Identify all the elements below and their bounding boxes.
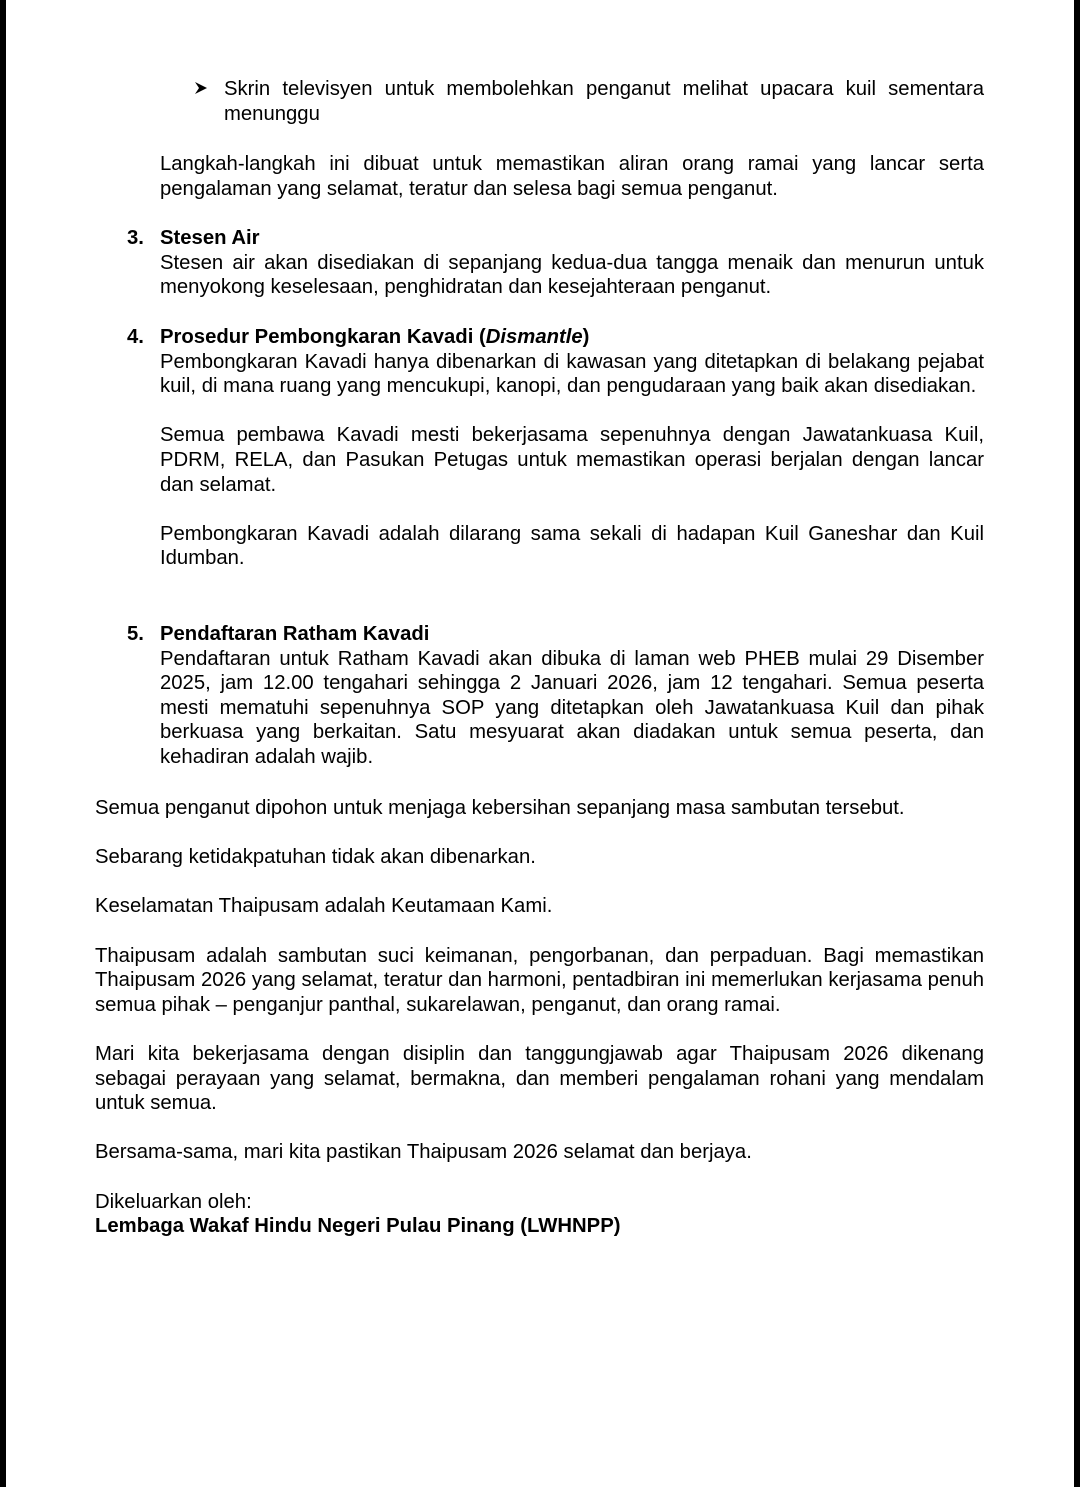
- arrowhead-bullet-icon: [194, 80, 208, 96]
- section-paragraph: Pembongkaran Kavadi adalah dilarang sama sekali di hadapan Kuil Ganeshar dan Kuil Idumban.: [160, 522, 984, 570]
- section-title: Stesen Air: [160, 227, 260, 249]
- section-paragraph: Pembongkaran Kavadi hanya dibenarkan di kawasan yang ditetapkan di belakang pejabat kuil, di mana ruang yang mencukupi, kanopi, dan pengudaraan yang baik akan disediakan.: [160, 350, 984, 398]
- closing-paragraph: Sebarang ketidakpatuhan tidak akan dibenarkan.: [95, 846, 536, 869]
- section-4: [127, 325, 984, 571]
- section-number: 3.: [127, 227, 144, 249]
- section-number: 5.: [127, 623, 144, 645]
- section-paragraph: Stesen air akan disediakan di sepanjang kedua-dua tangga menaik dan menurun untuk menyokong keselesaan, penghidratan dan kesejahteraan penganut.: [160, 251, 984, 299]
- section-5: [127, 622, 984, 770]
- intro-paragraph: Langkah-langkah ini dibuat untuk memastikan aliran orang ramai yang lancar serta pengalaman yang selamat, teratur dan selesa bagi semua penganut.: [160, 153, 984, 200]
- section-number: 4.: [127, 326, 144, 348]
- closing-paragraph: Thaipusam adalah sambutan suci keimanan, pengorbanan, dan perpaduan. Bagi memastikan Thaipusam 2026 yang selamat, teratur dan harmoni, pentadbiran ini memerlukan kerjasama penuh semua pihak – penganjur panthal, sukarelawan, penganut, dan orang ramai.: [95, 944, 984, 1016]
- section-paragraph: Semua pembawa Kavadi mesti bekerjasama sepenuhnya dengan Jawatankuasa Kuil, PDRM, RELA, dan Pasukan Petugas untuk memastikan operasi berjalan dengan lancar dan selamat.: [160, 424, 984, 496]
- section-title: Prosedur Pembongkaran Kavadi (Dismantle): [160, 326, 590, 348]
- section-title: Pendaftaran Ratham Kavadi: [160, 623, 430, 645]
- closing-paragraph: Mari kita bekerjasama dengan disiplin dan tanggungjawab agar Thaipusam 2026 dikenang sebagai perayaan yang selamat, bermakna, dan memberi pengalaman rohani yang mendalam untuk semua.: [95, 1042, 984, 1115]
- section-3: [127, 226, 984, 300]
- closing-paragraph: Bersama-sama, mari kita pastikan Thaipusam 2026 selamat dan berjaya.: [95, 1141, 752, 1164]
- document-page: [6, 0, 1074, 1487]
- closing-section: [95, 796, 984, 1239]
- section-paragraph: Pendaftaran untuk Ratham Kavadi akan dibuka di laman web PHEB mulai 29 Disember 2025, jam 12.00 tengahari sehingga 2 Januari 2026, jam 12 tengahari. Semua peserta mesti mematuhi sepenuhnya SOP yang ditetapkan oleh Jawatankuasa Kuil dan pihak berkuasa yang berkaitan. Satu mesyuarat akan diadakan untuk semua peserta, dan kehadiran adalah wajib.: [160, 647, 984, 768]
- issuer-name: Lembaga Wakaf Hindu Negeri Pulau Pinang (LWHNPP): [95, 1215, 621, 1238]
- issued-by-label: Dikeluarkan oleh:: [95, 1190, 252, 1213]
- bullet-item: Skrin televisyen untuk membolehkan penganut melihat upacara kuil sementara menunggu: [224, 78, 984, 125]
- closing-paragraph: Keselamatan Thaipusam adalah Keutamaan Kami.: [95, 895, 553, 918]
- closing-paragraph: Semua penganut dipohon untuk menjaga kebersihan sepanjang masa sambutan tersebut.: [95, 797, 905, 819]
